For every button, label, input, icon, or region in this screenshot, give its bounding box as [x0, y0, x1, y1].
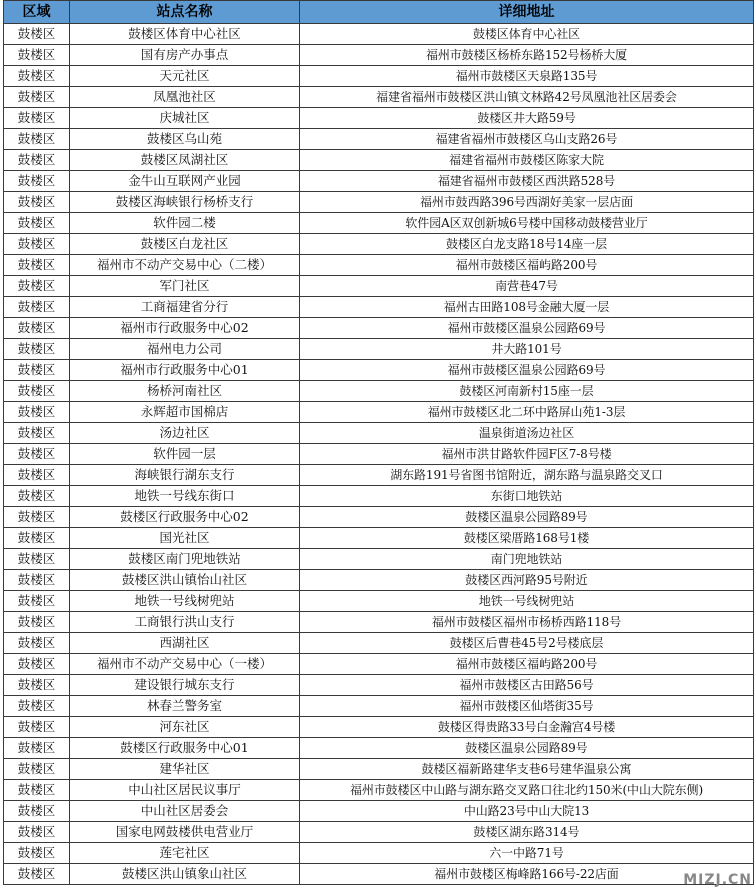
cell-address: 鼓楼区西河路95号附近 — [300, 570, 754, 591]
cell-district: 鼓楼区 — [4, 633, 70, 654]
cell-address: 鼓楼区井大路59号 — [300, 108, 754, 129]
cell-district: 鼓楼区 — [4, 45, 70, 66]
table-row — [4, 717, 754, 738]
cell-site-name: 金牛山互联网产业园 — [70, 171, 300, 192]
cell-district: 鼓楼区 — [4, 318, 70, 339]
cell-address: 六一中路71号 — [300, 843, 754, 864]
cell-site-name: 软件园一层 — [70, 444, 300, 465]
cell-site-name: 鼓楼区体育中心社区 — [70, 24, 300, 45]
cell-site-name: 河东社区 — [70, 717, 300, 738]
cell-district: 鼓楼区 — [4, 465, 70, 486]
cell-address: 软件园A区双创新城6号楼中国移动鼓楼营业厅 — [300, 213, 754, 234]
cell-site-name: 国光社区 — [70, 528, 300, 549]
table-row — [4, 738, 754, 759]
cell-address: 福州古田路108号金融大厦一层 — [300, 297, 754, 318]
table-row — [4, 318, 754, 339]
cell-address: 井大路101号 — [300, 339, 754, 360]
cell-district: 鼓楼区 — [4, 507, 70, 528]
cell-district: 鼓楼区 — [4, 759, 70, 780]
cell-site-name: 国家电网鼓楼供电营业厅 — [70, 822, 300, 843]
cell-district: 鼓楼区 — [4, 591, 70, 612]
table-row — [4, 45, 754, 66]
cell-district: 鼓楼区 — [4, 276, 70, 297]
cell-address: 南门兜地铁站 — [300, 549, 754, 570]
cell-address: 东街口地铁站 — [300, 486, 754, 507]
table-row — [4, 570, 754, 591]
table-body — [4, 24, 754, 885]
cell-address: 鼓楼区后曹巷45号2号楼底层 — [300, 633, 754, 654]
table-row — [4, 444, 754, 465]
table-row — [4, 339, 754, 360]
cell-address: 福州市鼓楼区福屿路200号 — [300, 255, 754, 276]
cell-district: 鼓楼区 — [4, 738, 70, 759]
cell-district: 鼓楼区 — [4, 864, 70, 885]
header-address: 详细地址 — [300, 1, 754, 24]
cell-district: 鼓楼区 — [4, 297, 70, 318]
cell-address: 福建省福州市鼓楼区洪山镇文林路42号凤凰池社区居委会 — [300, 87, 754, 108]
table-row — [4, 192, 754, 213]
cell-site-name: 地铁一号线树兜站 — [70, 591, 300, 612]
table-row — [4, 801, 754, 822]
table-row — [4, 234, 754, 255]
cell-district: 鼓楼区 — [4, 486, 70, 507]
cell-district: 鼓楼区 — [4, 675, 70, 696]
cell-site-name: 西湖社区 — [70, 633, 300, 654]
cell-address: 福州市鼓楼区福州市杨桥西路118号 — [300, 612, 754, 633]
cell-address: 中山路23号中山大院13 — [300, 801, 754, 822]
cell-site-name: 海峡银行湖东支行 — [70, 465, 300, 486]
table-row — [4, 150, 754, 171]
table-row — [4, 486, 754, 507]
cell-district: 鼓楼区 — [4, 108, 70, 129]
cell-district: 鼓楼区 — [4, 843, 70, 864]
cell-site-name: 工商银行洪山支行 — [70, 612, 300, 633]
cell-site-name: 中山社区居民议事厅 — [70, 780, 300, 801]
table-row — [4, 759, 754, 780]
cell-district: 鼓楼区 — [4, 192, 70, 213]
table-row — [4, 528, 754, 549]
cell-district: 鼓楼区 — [4, 402, 70, 423]
cell-district: 鼓楼区 — [4, 66, 70, 87]
cell-address: 福建省福州市鼓楼区西洪路528号 — [300, 171, 754, 192]
table-row — [4, 423, 754, 444]
table-row — [4, 654, 754, 675]
table-row — [4, 507, 754, 528]
cell-site-name: 鼓楼区白龙社区 — [70, 234, 300, 255]
cell-site-name: 汤边社区 — [70, 423, 300, 444]
cell-site-name: 莲宅社区 — [70, 843, 300, 864]
cell-site-name: 鼓楼区洪山镇象山社区 — [70, 864, 300, 885]
cell-site-name: 鼓楼区南门兜地铁站 — [70, 549, 300, 570]
cell-address: 温泉街道汤边社区 — [300, 423, 754, 444]
table-row — [4, 402, 754, 423]
cell-district: 鼓楼区 — [4, 24, 70, 45]
table-row — [4, 822, 754, 843]
cell-site-name: 福州市行政服务中心02 — [70, 318, 300, 339]
table-row — [4, 297, 754, 318]
cell-district: 鼓楼区 — [4, 234, 70, 255]
cell-district: 鼓楼区 — [4, 171, 70, 192]
header-site-name: 站点名称 — [70, 1, 300, 24]
cell-address: 福州市鼓楼区杨桥东路152号杨桥大厦 — [300, 45, 754, 66]
cell-site-name: 中山社区居委会 — [70, 801, 300, 822]
cell-site-name: 鼓楼区凤湖社区 — [70, 150, 300, 171]
cell-district: 鼓楼区 — [4, 423, 70, 444]
cell-site-name: 鼓楼区行政服务中心01 — [70, 738, 300, 759]
table-row — [4, 276, 754, 297]
cell-district: 鼓楼区 — [4, 213, 70, 234]
cell-district: 鼓楼区 — [4, 654, 70, 675]
table-row — [4, 696, 754, 717]
cell-address: 南营巷47号 — [300, 276, 754, 297]
table-row — [4, 381, 754, 402]
table-row — [4, 780, 754, 801]
cell-site-name: 福州市不动产交易中心（一楼） — [70, 654, 300, 675]
cell-address: 福建省福州市鼓楼区乌山支路26号 — [300, 129, 754, 150]
cell-address: 福州市洪甘路软件园F区7-8号楼 — [300, 444, 754, 465]
cell-address: 福州市鼓楼区温泉公园路69号 — [300, 318, 754, 339]
table-row — [4, 465, 754, 486]
cell-address: 鼓楼区梁厝路168号1楼 — [300, 528, 754, 549]
cell-district: 鼓楼区 — [4, 87, 70, 108]
table-row — [4, 675, 754, 696]
cell-address: 福州市鼓楼区中山路与湖东路交叉路口往北约150米(中山大院东侧) — [300, 780, 754, 801]
table-row — [4, 612, 754, 633]
cell-address: 福州市鼓楼区福屿路200号 — [300, 654, 754, 675]
cell-site-name: 凤凰池社区 — [70, 87, 300, 108]
table-row — [4, 549, 754, 570]
cell-district: 鼓楼区 — [4, 360, 70, 381]
table-row — [4, 843, 754, 864]
cell-district: 鼓楼区 — [4, 150, 70, 171]
cell-site-name: 鼓楼区行政服务中心02 — [70, 507, 300, 528]
cell-site-name: 福州市行政服务中心01 — [70, 360, 300, 381]
cell-address: 福州市鼓西路396号西湖好美家一层店面 — [300, 192, 754, 213]
table-row — [4, 66, 754, 87]
table-row — [4, 360, 754, 381]
cell-address: 福州市鼓楼区梅峰路166号-22店面 — [300, 864, 754, 885]
cell-address: 鼓楼区白龙支路18号14座一层 — [300, 234, 754, 255]
cell-district: 鼓楼区 — [4, 339, 70, 360]
cell-district: 鼓楼区 — [4, 612, 70, 633]
cell-address: 福州市鼓楼区天泉路135号 — [300, 66, 754, 87]
table-row — [4, 129, 754, 150]
cell-district: 鼓楼区 — [4, 822, 70, 843]
cell-site-name: 鼓楼区洪山镇怡山社区 — [70, 570, 300, 591]
cell-site-name: 杨桥河南社区 — [70, 381, 300, 402]
cell-address: 福建省福州市鼓楼区陈家大院 — [300, 150, 754, 171]
cell-address: 福州市鼓楼区北二环中路屏山苑1-3层 — [300, 402, 754, 423]
cell-address: 鼓楼区温泉公园路89号 — [300, 507, 754, 528]
header-district: 区域 — [4, 1, 70, 24]
cell-site-name: 福州市不动产交易中心（二楼） — [70, 255, 300, 276]
cell-site-name: 软件园二楼 — [70, 213, 300, 234]
cell-address: 地铁一号线树兜站 — [300, 591, 754, 612]
site-table — [3, 0, 754, 885]
cell-district: 鼓楼区 — [4, 696, 70, 717]
cell-address: 湖东路191号省图书馆附近，湖东路与温泉路交叉口 — [300, 465, 754, 486]
table-row — [4, 171, 754, 192]
cell-district: 鼓楼区 — [4, 801, 70, 822]
cell-site-name: 国有房产办事点 — [70, 45, 300, 66]
cell-address: 鼓楼区湖东路314号 — [300, 822, 754, 843]
table-header-row — [4, 1, 754, 24]
cell-site-name: 建设银行城东支行 — [70, 675, 300, 696]
table-row — [4, 108, 754, 129]
cell-site-name: 天元社区 — [70, 66, 300, 87]
cell-site-name: 鼓楼区乌山苑 — [70, 129, 300, 150]
table-row — [4, 591, 754, 612]
cell-site-name: 庆城社区 — [70, 108, 300, 129]
cell-district: 鼓楼区 — [4, 255, 70, 276]
cell-site-name: 鼓楼区海峡银行杨桥支行 — [70, 192, 300, 213]
cell-site-name: 福州电力公司 — [70, 339, 300, 360]
watermark: MIZJ.CN — [683, 872, 752, 888]
cell-district: 鼓楼区 — [4, 129, 70, 150]
cell-site-name: 军门社区 — [70, 276, 300, 297]
cell-address: 鼓楼区温泉公园路89号 — [300, 738, 754, 759]
cell-district: 鼓楼区 — [4, 381, 70, 402]
cell-district: 鼓楼区 — [4, 444, 70, 465]
cell-district: 鼓楼区 — [4, 549, 70, 570]
cell-district: 鼓楼区 — [4, 570, 70, 591]
cell-district: 鼓楼区 — [4, 780, 70, 801]
cell-address: 鼓楼区体育中心社区 — [300, 24, 754, 45]
cell-district: 鼓楼区 — [4, 717, 70, 738]
table-row — [4, 213, 754, 234]
table-row — [4, 87, 754, 108]
table-row — [4, 24, 754, 45]
cell-district: 鼓楼区 — [4, 528, 70, 549]
cell-address: 福州市鼓楼区古田路56号 — [300, 675, 754, 696]
cell-address: 福州市鼓楼区仙塔街35号 — [300, 696, 754, 717]
cell-address: 鼓楼区河南新村15座一层 — [300, 381, 754, 402]
cell-site-name: 地铁一号线东街口 — [70, 486, 300, 507]
cell-address: 鼓楼区福新路建华支巷6号建华温泉公寓 — [300, 759, 754, 780]
cell-address: 福州市鼓楼区温泉公园路69号 — [300, 360, 754, 381]
cell-site-name: 永辉超市国棉店 — [70, 402, 300, 423]
table-row — [4, 864, 754, 885]
cell-address: 鼓楼区得贵路33号白金瀚宫4号楼 — [300, 717, 754, 738]
table-row — [4, 255, 754, 276]
cell-site-name: 林春兰警务室 — [70, 696, 300, 717]
cell-site-name: 工商福建省分行 — [70, 297, 300, 318]
cell-site-name: 建华社区 — [70, 759, 300, 780]
table-row — [4, 633, 754, 654]
